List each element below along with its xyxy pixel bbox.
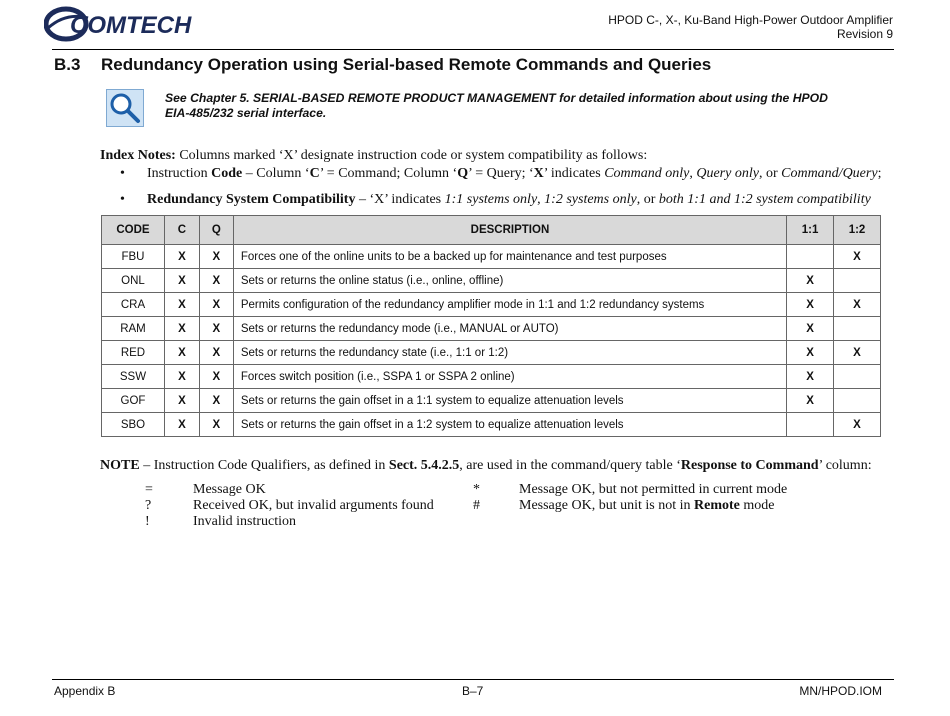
cell-1to1: X [787,317,834,341]
see-note-line-2: EIA-485/232 serial interface. [165,106,327,120]
qualifier-symbol-star: * [473,482,480,497]
cell-command: X [164,245,199,269]
cell-description: Sets or returns the gain offset in a 1:1 system to equalize attenuation levels [233,389,786,413]
cell-code: RED [102,341,165,365]
header-divider [52,49,894,50]
qualifier-text-bang: Invalid instruction [193,514,297,529]
header-query: Q [199,216,233,245]
qualifier-symbol-hash: # [473,498,480,513]
table-header-row [102,216,881,245]
document-header [608,13,893,41]
cell-command: X [164,413,199,437]
table-row [102,341,881,365]
cell-1to2 [834,389,881,413]
bullet-redundancy-compatibility: • Redundancy System Compatibility – ‘X’ indicates 1:1 systems only, 1:2 systems only, or both 1:1 and 1:2 system compatibility [120,192,871,207]
redundancy-command-table [101,215,881,437]
header-code: CODE [102,216,165,245]
cell-description: Sets or returns the redundancy mode (i.e., MANUAL or AUTO) [233,317,786,341]
cell-1to1: X [787,293,834,317]
table-row [102,245,881,269]
qualifier-text-question: Received OK, but invalid arguments found [193,498,434,513]
cell-query: X [199,413,233,437]
header-1to1: 1:1 [787,216,834,245]
cell-command: X [164,317,199,341]
footer-page-number: B–7 [462,684,484,698]
footer-divider [52,679,894,680]
cell-query: X [199,389,233,413]
cell-1to1: X [787,269,834,293]
cell-1to2 [834,317,881,341]
cell-1to1: X [787,365,834,389]
qualifier-symbol-bang: ! [145,514,150,529]
cell-1to2: X [834,245,881,269]
footer-appendix: Appendix B [54,684,116,698]
section-title: Redundancy Operation using Serial-based Remote Commands and Queries [101,55,712,74]
cell-code: SBO [102,413,165,437]
index-notes-text: Columns marked ‘X’ designate instruction code or system compatibility as follows: [175,148,648,163]
magnifier-icon [106,89,144,127]
cell-query: X [199,293,233,317]
cell-description: Sets or returns the gain offset in a 1:2 system to equalize attenuation levels [233,413,786,437]
cell-code: RAM [102,317,165,341]
table-row [102,389,881,413]
cell-command: X [164,269,199,293]
cell-query: X [199,245,233,269]
cell-query: X [199,365,233,389]
cell-1to2: X [834,341,881,365]
qualifier-symbol-equals: = [145,482,153,497]
cell-description: Sets or returns the online status (i.e., online, offline) [233,269,786,293]
bullet-dot-icon: • [120,192,125,207]
cell-1to2 [834,365,881,389]
cell-command: X [164,365,199,389]
cell-command: X [164,389,199,413]
table-row [102,365,881,389]
qualifier-text-hash: Message OK, but unit is not in Remote mode [519,498,775,513]
footer-manual-id: MN/HPOD.IOM [799,684,882,698]
qualifier-text-equals: Message OK [193,482,266,497]
cell-1to1: X [787,341,834,365]
qualifier-symbol-question: ? [145,498,152,513]
cell-code: CRA [102,293,165,317]
cell-code: GOF [102,389,165,413]
bullet-instruction-code: • Instruction Code – Column ‘C’ = Command; Column ‘Q’ = Query; ‘X’ indicates Command only, Query only, or Command/Query; [120,166,882,181]
cell-1to1 [787,413,834,437]
cell-1to1: X [787,389,834,413]
cell-command: X [164,293,199,317]
cell-description: Sets or returns the redundancy state (i.e., 1:1 or 1:2) [233,341,786,365]
cell-1to2 [834,269,881,293]
section-heading [54,55,711,75]
cell-code: ONL [102,269,165,293]
table-row [102,293,881,317]
section-number: B.3 [54,55,81,74]
see-note-line-1: See Chapter 5. SERIAL-BASED REMOTE PRODUCT MANAGEMENT for detailed information about using the HPOD [165,91,828,105]
cell-query: X [199,317,233,341]
cell-description: Forces switch position (i.e., SSPA 1 or SSPA 2 online) [233,365,786,389]
cell-query: X [199,269,233,293]
cell-query: X [199,341,233,365]
bullet-dot-icon: • [120,166,125,181]
comtech-logo [44,6,214,42]
header-command: C [164,216,199,245]
cell-description: Permits configuration of the redundancy amplifier mode in 1:1 and 1:2 redundancy systems [233,293,786,317]
index-notes [100,148,647,164]
cell-1to2: X [834,413,881,437]
document-title: HPOD C-, X-, Ku-Band High-Power Outdoor Amplifier [608,13,893,27]
cell-1to1 [787,245,834,269]
logo-text: COMTECH [70,12,192,39]
qualifier-text-star: Message OK, but not permitted in current mode [519,482,788,497]
cell-command: X [164,341,199,365]
header-description: DESCRIPTION [233,216,786,245]
cell-code: FBU [102,245,165,269]
cell-code: SSW [102,365,165,389]
cell-1to2: X [834,293,881,317]
index-notes-lead: Index Notes: [100,148,176,163]
table-row [102,413,881,437]
see-chapter-note [165,91,885,121]
table-row [102,317,881,341]
cell-description: Forces one of the online units to be a backed up for maintenance and test purposes [233,245,786,269]
revision-label: Revision 9 [836,27,893,41]
table-row [102,269,881,293]
qualifier-note: NOTE – Instruction Code Qualifiers, as defined in Sect. 5.4.2.5, are used in the command/query table ‘Response to Command’ column: [100,458,872,473]
header-1to2: 1:2 [834,216,881,245]
